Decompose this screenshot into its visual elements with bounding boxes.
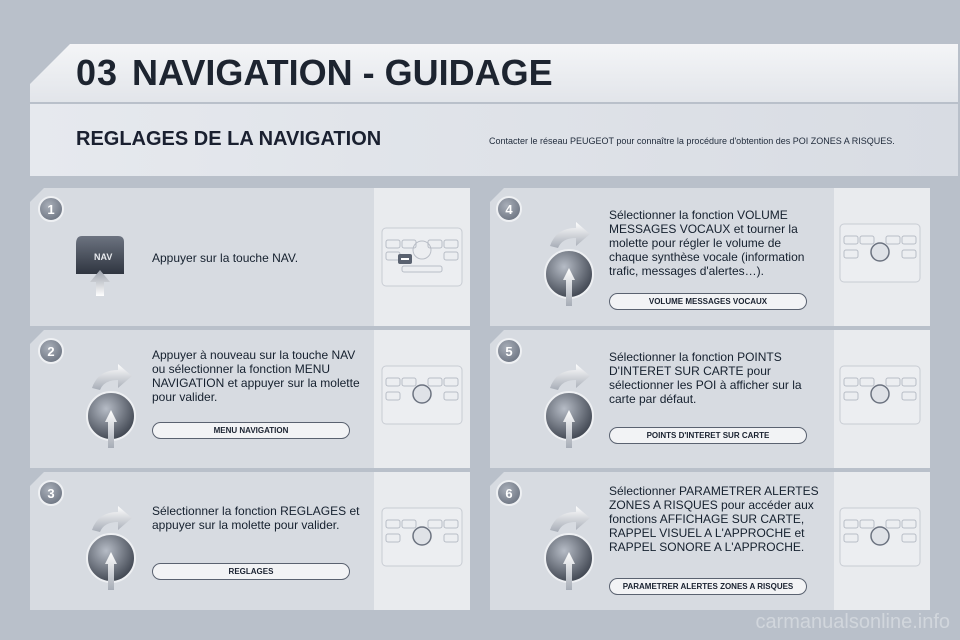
step-number-badge: 5 <box>496 338 522 364</box>
nav-button-icon <box>66 222 136 302</box>
step-number-badge: 1 <box>38 196 64 222</box>
step-number-badge: 3 <box>38 480 64 506</box>
radio-unit-icon <box>838 222 922 284</box>
menu-label-pill: VOLUME MESSAGES VOCAUX <box>609 293 807 310</box>
radio-unit-icon <box>380 226 464 288</box>
section-title: REGLAGES DE LA NAVIGATION <box>76 128 382 150</box>
step-number-badge: 2 <box>38 338 64 364</box>
step-instruction: Sélectionner la fonction POINTS D'INTERET SUR CARTE pour sélectionner les POI à afficher sur la carte par défaut. <box>609 350 802 406</box>
step-number-badge: 6 <box>496 480 522 506</box>
step-instruction: Appuyer à nouveau sur la touche NAV ou sélectionner la fonction MENU NAVIGATION et appuyer sur la molette pour valider. <box>152 348 360 404</box>
rotary-knob-icon <box>538 218 600 310</box>
svg-text:NAV: NAV <box>94 252 113 262</box>
rotary-knob-icon <box>538 360 600 452</box>
menu-label-pill: PARAMETRER ALERTES ZONES A RISQUES <box>609 578 807 595</box>
radio-unit-icon <box>380 364 464 426</box>
radio-unit-icon <box>380 506 464 568</box>
info-note: Contacter le réseau PEUGEOT pour connaître la procédure d'obtention des POI ZONES A RISQUES. <box>489 136 895 146</box>
menu-label-pill: REGLAGES <box>152 563 350 580</box>
watermark: carmanualsonline.info <box>755 611 950 633</box>
rotary-knob-icon <box>80 502 142 594</box>
step-instruction: Appuyer sur la touche NAV. <box>152 251 299 265</box>
rotary-knob-icon <box>80 360 142 452</box>
radio-unit-icon <box>838 506 922 568</box>
rotary-knob-icon <box>538 502 600 594</box>
radio-unit-icon <box>838 364 922 426</box>
step-instruction: Sélectionner la fonction REGLAGES et appuyer sur la molette pour valider. <box>152 504 360 532</box>
page-title: NAVIGATION - GUIDAGE <box>132 52 553 93</box>
step-instruction: Sélectionner PARAMETRER ALERTES ZONES A RISQUES pour accéder aux fonctions AFFICHAGE SUR CARTE, RAPPEL VISUEL A L'APPROCHE et RAPPEL SONORE A L'APPROCHE. <box>609 484 819 554</box>
menu-label-pill: POINTS D'INTERET SUR CARTE <box>609 427 807 444</box>
step-number-badge: 4 <box>496 196 522 222</box>
chapter-number: 03 <box>76 52 119 93</box>
menu-label-pill: MENU NAVIGATION <box>152 422 350 439</box>
step-instruction: Sélectionner la fonction VOLUME MESSAGES VOCAUX et tourner la molette pour régler le volume de chaque synthèse vocale (information trafic, messages d'alertes…). <box>609 208 805 278</box>
